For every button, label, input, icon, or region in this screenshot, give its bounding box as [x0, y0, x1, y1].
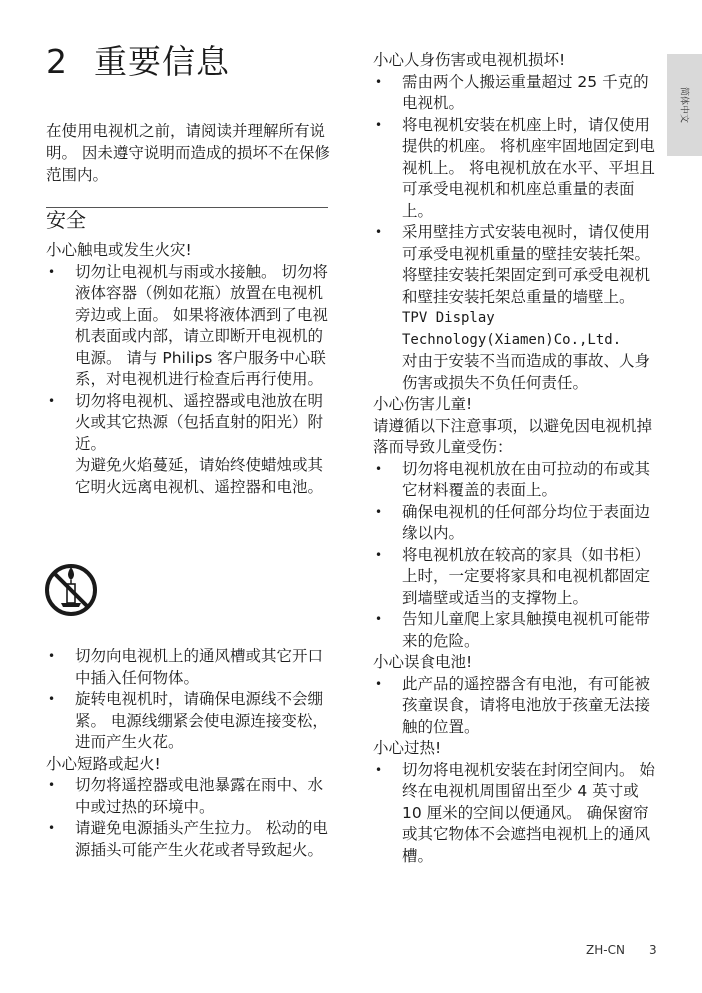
short-circuit-list [46, 775, 332, 861]
overheat-list [373, 760, 663, 868]
intro-paragraph: 在使用电视机之前，请阅读并理解所有说明。 因未遵守说明而造成的损坏不在保修范围内。 [46, 122, 330, 184]
shock-list [46, 262, 332, 499]
list-item: • 切勿将遥控器或电池暴露在雨中、水中或过热的环境中。 [46, 775, 332, 818]
page-title [46, 42, 230, 82]
children-intro: 请遵循以下注意事项，以避免因电视机掉落而导致儿童受伤： [373, 416, 653, 456]
list-item: • 将电视机安装在机座上时，请仅使用提供的机座。 将机座牢固地固定到电视机上。 将电视机放在水平、平坦且可承受电视机和机座总重量的表面上。 [373, 115, 663, 223]
section-title: 安全 [46, 208, 86, 232]
list-item: • 请避免电源插头产生拉力。 松动的电源插头可能产生火花或者导致起火。 [46, 818, 332, 861]
language-side-tab [667, 54, 702, 156]
no-candle-icon [44, 551, 98, 625]
children-list [373, 459, 663, 653]
section-divider [46, 207, 328, 208]
shock-heading: 小心触电或发生火灾! [46, 241, 192, 259]
injury-heading: 小心人身伤害或电视机损坏! [373, 51, 566, 69]
list-item: • 采用壁挂方式安装电视时，请仅使用可承受电视机重量的壁挂安装托架。将壁挂安装托架固定到可承受电视机和壁挂安装托架总重量的墙壁上。 TPV Display Technology(Xiamen)Co.,Ltd. 对由于安装不当而造成的事故、人身伤害或损失不负任何责任。 [373, 222, 663, 394]
company-name-line1: TPV Display [402, 310, 495, 326]
candle-note: 为避免火焰蔓延，请始终使蜡烛或其它明火远离电视机、遥控器和电池。 [75, 456, 324, 496]
list-item: • 切勿将电视机安装在封闭空间内。 始终在电视机周围留出至少 4 英寸或 10 厘米的空间以便通风。 确保窗帘或其它物体不会遮挡电视机上的通风槽。 [373, 760, 663, 868]
right-column [373, 50, 663, 867]
language-tab-label: 简体中文 [678, 86, 688, 124]
company-name-line2: Technology(Xiamen)Co.,Ltd. [402, 331, 622, 348]
short-circuit-heading: 小心短路或起火! [46, 754, 161, 773]
battery-list [373, 674, 663, 739]
chapter-title: 重要信息 [94, 42, 230, 81]
shock-list-continued [46, 646, 332, 754]
list-item: • 切勿将电视机、遥控器或电池放在明火或其它热源（包括直射的阳光）附近。 为避免火焰蔓延，请始终使蜡烛或其它明火远离电视机、遥控器和电池。 [46, 391, 332, 499]
list-item: • 确保电视机的任何部分均位于表面边缘以内。 [373, 502, 663, 545]
list-item: • 告知儿童爬上家具触摸电视机可能带来的危险。 [373, 609, 663, 652]
footer-language: ZH-CN [586, 943, 625, 957]
list-item: • 旋转电视机时，请确保电源线不会绷紧。 电源线绷紧会使电源连接变松，进而产生火花。 [46, 689, 332, 754]
overheat-heading: 小心过热! [373, 739, 442, 757]
children-heading: 小心伤害儿童! [373, 395, 473, 413]
page-number: 3 [649, 943, 657, 957]
disclaimer: 对由于安装不当而造成的事故、人身伤害或损失不负任何责任。 [402, 352, 651, 392]
list-item: • 将电视机放在较高的家具（如书柜）上时，一定要将家具和电视机都固定到墙壁或适当的支撑物上。 [373, 545, 663, 610]
left-column-bottom [46, 646, 332, 861]
list-item: • 切勿向电视机上的通风槽或其它开口中插入任何物体。 [46, 646, 332, 689]
battery-heading: 小心误食电池! [373, 653, 473, 671]
list-item: • 需由两个人搬运重量超过 25 千克的电视机。 [373, 72, 663, 115]
list-item: • 切勿将电视机放在由可拉动的布或其它材料覆盖的表面上。 [373, 459, 663, 502]
list-item: • 此产品的遥控器含有电池，有可能被孩童误食，请将电池放于孩童无法接触的位置。 [373, 674, 663, 739]
left-column-top [46, 240, 332, 498]
list-item: • 切勿让电视机与雨或水接触。 切勿将液体容器（例如花瓶）放置在电视机旁边或上面。 如果将液体洒到了电视机表面或内部，请立即断开电视机的电源。 请与 Philips 客户服务中心联系，对电视机进行检查后再行使用。 [46, 262, 332, 391]
chapter-number: 2 [46, 42, 68, 81]
injury-list [373, 72, 663, 395]
